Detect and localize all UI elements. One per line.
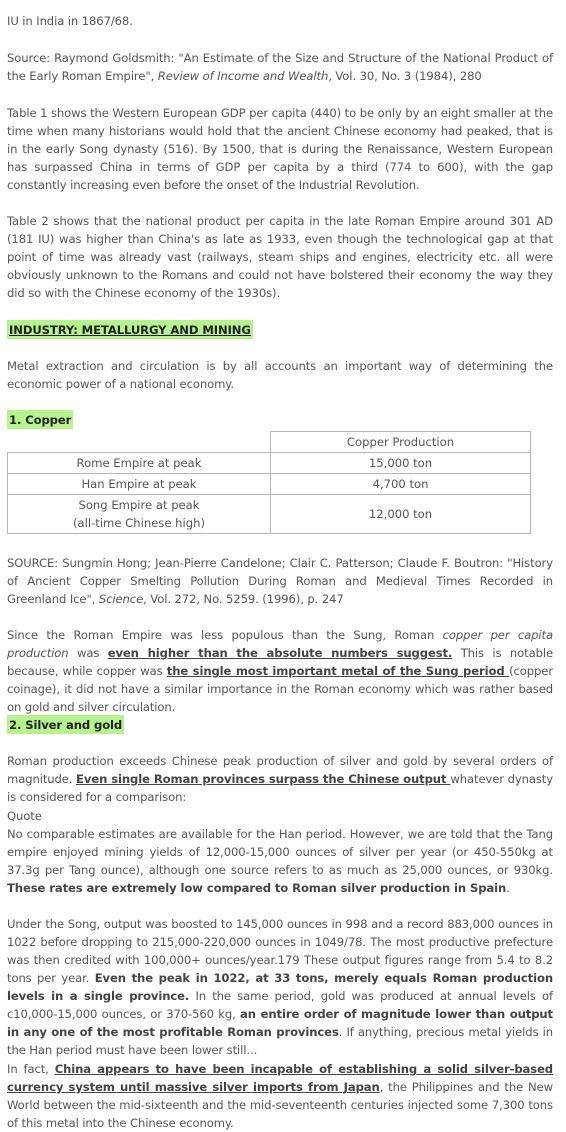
journal-title: Science	[98, 592, 144, 606]
paragraph-quote-tang-text: No comparable estimates are available for the Han period. However, we are told that the Tang empire enjoyed mining yields of 12,000-15,000 ounces of silver per year (or 450-550kg at 37.3g per Tang ounce), although one source refers to as much as 25,000 ounces, or 930kg.	[7, 827, 553, 877]
paragraph-quote-song	[7, 915, 553, 1059]
quote-label-text: Quote	[7, 809, 42, 823]
table-row-label	[8, 495, 271, 534]
journal-title: Review of Income and Wealth	[157, 69, 329, 83]
emphasis-absolute-numbers: even higher than the absolute numbers suggest.	[107, 646, 453, 660]
paragraph-silver-text: Roman production exceeds Chinese peak production of silver and gold by several orders of magnitude.	[7, 754, 553, 786]
paragraph-quote-song-text: Under the Song, output was boosted to 145,000 ounces in 998 and a record 883,000 ounces in 1022 before dropping to 215,000-220,000 ounces in 1049/78. The most productive prefecture was then credited with 100,000+ ounces/year.179 These output figures range from 5.4 to 8.2 tons per year.	[7, 917, 553, 985]
paragraph-silver	[7, 752, 553, 806]
quote-label	[7, 807, 553, 825]
source-hong-citation: , Vol. 272, No. 5259. (1996), p. 247	[143, 592, 344, 606]
paragraph-copper-text: Since the Roman Empire was less populous than the Sung, Roman	[7, 628, 443, 642]
emphasis-order-of-magnitude: an entire order of magnitude lower than output in any one of the most profitable Roman provinces	[7, 1007, 553, 1039]
emphasis-peak-1022: Even the peak in 1022, at 33 tons, merely equals Roman production levels in a single province.	[7, 971, 553, 1003]
source-goldsmith	[7, 49, 553, 85]
paragraph-fact-text: , the Philippines and the New World between the mid-sixteenth and the mid-seventeenth centuries injected some 7,300 tons of this metal into the Chinese economy.	[7, 1080, 553, 1130]
paragraph-metal	[7, 357, 553, 393]
paragraph-silver-text: whatever dynasty is considered for a comparison:	[7, 772, 553, 804]
heading-industry-text: INDUSTRY: METALLURGY AND MINING	[7, 320, 253, 339]
paragraph-table2	[7, 212, 553, 302]
source-goldsmith-text: Source: Raymond Goldsmith: "An Estimate of the Size and Structure of the National Product of the Early Roman Empire",	[7, 51, 553, 83]
emphasis-sung-metal: the single most important metal of the Sung period	[166, 664, 510, 678]
emphasis-silver-currency: China appears to have been incapable of establishing a solid silver-based currency system until massive silver imports from Japan	[7, 1062, 554, 1094]
paragraph-copper-text: was	[68, 646, 108, 660]
intro-line	[7, 12, 553, 30]
table-row-label-line2: (all-time Chinese high)	[73, 516, 205, 530]
paragraph-quote-song-text: . If anything, precious metal yields in the Han period must have been lower still...	[7, 1025, 553, 1057]
intro-line-text: IU in India in 1867/68.	[7, 14, 133, 28]
copper-production-table	[7, 431, 531, 534]
paragraph-metal-text: Metal extraction and circulation is by all accounts an important way of determining the economic power of a national economy.	[7, 359, 553, 391]
table-row-label: Han Empire at peak	[8, 474, 271, 495]
table-row-label-line1: Song Empire at peak	[78, 498, 200, 512]
source-hong	[7, 554, 553, 608]
paragraph-quote-song-text: In the same period, gold was produced at annual levels of c10,000-15,000 ounces, or 370-560 kg,	[7, 989, 553, 1021]
source-hong-text: SOURCE: Sungmin Hong; Jean-Pierre Candelone; Clair C. Patterson; Claude F. Boutron: "History of Ancient Copper Smelting Pollution During Roman and Medieval Times Recorded in Greenland Ice",	[7, 556, 553, 606]
paragraph-table1	[7, 104, 553, 194]
paragraph-quote-tang-text: .	[506, 881, 510, 895]
heading-silver-gold-text: 2. Silver and gold	[7, 715, 124, 734]
heading-silver-gold	[7, 715, 553, 734]
emphasis-per-capita: copper per capita production	[7, 628, 553, 660]
table-header-cell: Copper Production	[271, 432, 531, 453]
table-corner-cell	[8, 432, 271, 453]
paragraph-table2-text: Table 2 shows that the national product per capita in the late Roman Empire around 301 AD (181 IU) was higher than China's as late as 1933, even though the technological gap at that point of time was already vast (railways, steam ships and engines, electricity etc. all were obviously unknown to the Romans and could not have bolstered their economy the way they did so with the Chinese economy of the 1930s).	[7, 214, 553, 300]
table-row	[8, 453, 531, 474]
heading-copper	[7, 410, 553, 429]
table-row-value: 4,700 ton	[271, 474, 531, 495]
emphasis-spain: These rates are extremely low compared to Roman silver production in Spain	[7, 881, 507, 895]
table-header-row	[8, 432, 531, 453]
table-row-value: 15,000 ton	[271, 453, 531, 474]
heading-copper-text: 1. Copper	[7, 410, 73, 429]
table-row	[8, 474, 531, 495]
paragraph-copper	[7, 626, 553, 716]
table-row-value: 12,000 ton	[271, 495, 531, 534]
paragraph-fact-text: In fact,	[7, 1062, 55, 1076]
paragraph-quote-tang	[7, 825, 553, 897]
paragraph-fact	[7, 1060, 553, 1132]
paragraph-copper-text: This is notable because, while copper was	[7, 646, 554, 678]
paragraph-copper-text: (copper coinage), it did not have a similar importance in the Roman economy which was rather based on gold and silver circulation.	[7, 664, 553, 714]
table-row-label: Rome Empire at peak	[8, 453, 271, 474]
table-row	[8, 495, 531, 534]
source-goldsmith-citation: , Vol. 30, No. 3 (1984), 280	[328, 69, 482, 83]
paragraph-table1-text: Table 1 shows the Western European GDP per capita (440) to be only by an eight smaller at the time when many historians would hold that the ancient Chinese economy had peaked, that is in the early Song dynasty (516). By 1500, that is during the Renaissance, Western European has surpassed China in terms of GDP per capita by a third (774 to 600), with the gap constantly increasing even before the onset of the Industrial Revolution.	[7, 106, 553, 192]
heading-industry	[7, 320, 553, 339]
emphasis-provinces: Even single Roman provinces surpass the Chinese output	[76, 772, 451, 786]
